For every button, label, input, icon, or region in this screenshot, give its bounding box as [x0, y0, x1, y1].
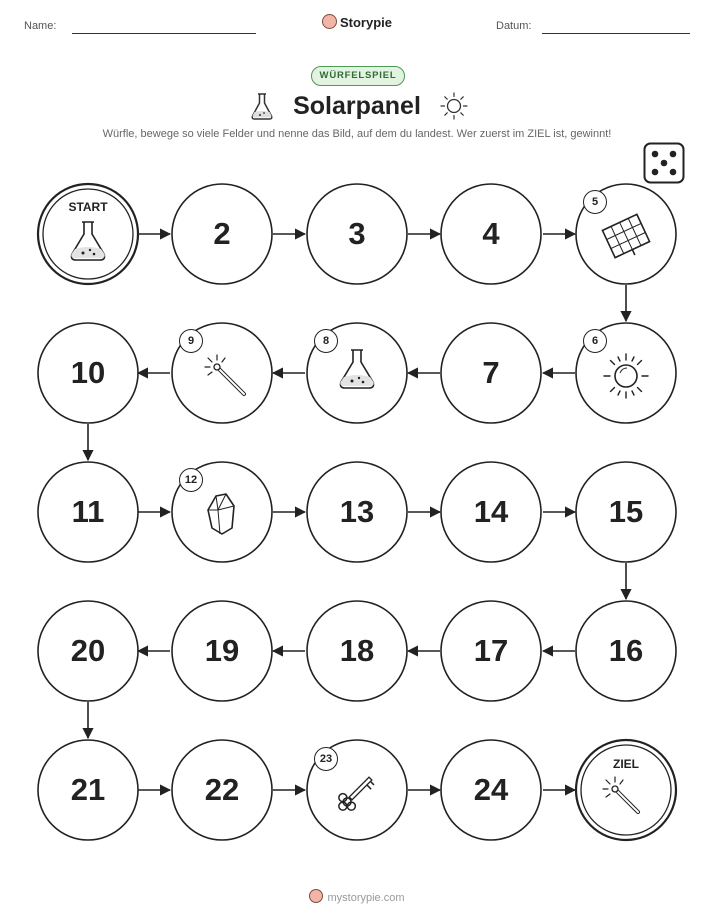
- field-label-20: 20: [70, 633, 106, 668]
- field-badge-9: 9: [179, 329, 203, 353]
- field-label-16: 16: [608, 633, 644, 668]
- finish-label: ZIEL: [613, 757, 639, 771]
- field-label-24: 24: [473, 772, 509, 807]
- field-label-3: 3: [348, 216, 366, 251]
- field-label-19: 19: [204, 633, 240, 668]
- field-label-21: 21: [70, 772, 106, 807]
- field-label-7: 7: [482, 355, 500, 390]
- field-label-13: 13: [339, 494, 375, 529]
- field-badge-23: 23: [314, 747, 338, 771]
- game-type-badge: WÜRFELSPIEL: [311, 66, 405, 86]
- field-label-17: 17: [473, 633, 509, 668]
- sun-icon: [604, 354, 648, 398]
- field-badge-8: 8: [314, 329, 338, 353]
- field-label-22: 22: [204, 772, 240, 807]
- footer-url[interactable]: mystorypie.com: [327, 892, 405, 904]
- field-label-15: 15: [608, 494, 644, 529]
- field-label-18: 18: [339, 633, 375, 668]
- field-badge-6: 6: [583, 329, 607, 353]
- field-label-14: 14: [473, 494, 509, 529]
- field-badge-12: 12: [179, 468, 203, 492]
- field-badge-5: 5: [583, 190, 607, 214]
- storypie-logo-icon: [309, 889, 323, 903]
- name-label: Name:: [24, 20, 57, 32]
- page-title: Solarpanel: [293, 92, 421, 120]
- field-label-2: 2: [213, 216, 231, 251]
- footer: [0, 889, 714, 904]
- start-label: START: [68, 200, 108, 214]
- brand-name: Storypie: [339, 15, 392, 30]
- field-label-11: 11: [71, 494, 105, 529]
- date-label: Datum:: [496, 20, 532, 32]
- instructions: Würfle, bewege so viele Felder und nenne das Bild, auf dem du landest. Wer zuerst im ZIEL ist, gewinnt!: [102, 128, 612, 140]
- field-label-10: 10: [70, 355, 106, 390]
- field-label-4: 4: [482, 216, 500, 251]
